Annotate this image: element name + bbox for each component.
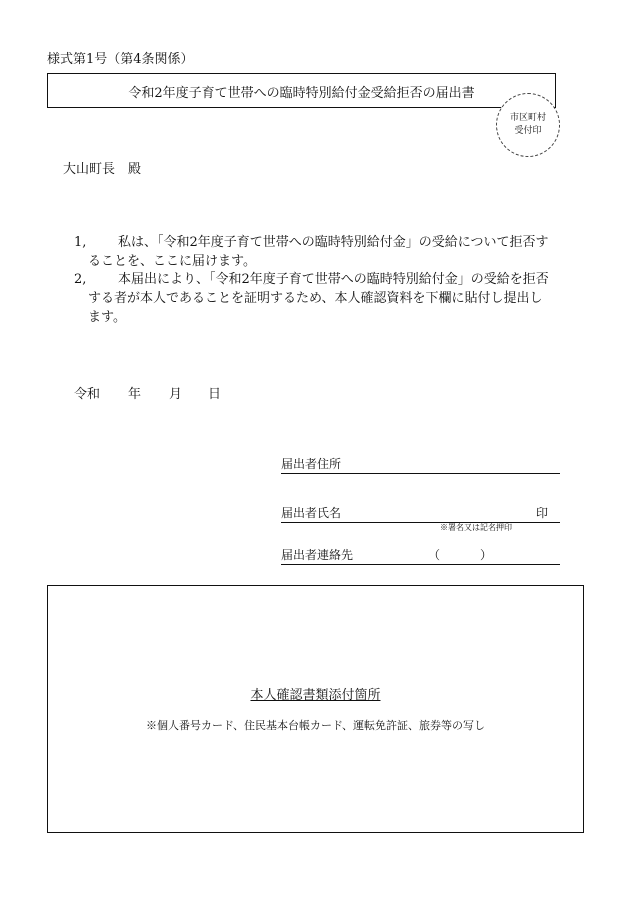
item-text: 私は、「令和2年度子育て世帯への臨時特別給付金」の受給について拒否することを、ここに届けます。 [88,235,549,269]
attachment-note: ※個人番号カード、住民基本台帳カード、運転免許証、旅券等の写し [145,719,486,732]
applicant-name-label: 届出者氏名 [281,506,342,520]
reception-stamp-area [496,93,560,157]
contact-paren-open: （ [428,548,441,562]
stamp-label-municipality: 市区町村 [509,113,546,123]
item-text: 本届出により、「令和2年度子育て世帯への臨時特別給付金」の受給を拒否する者が本人であることを証明するため、本人確認資料を下欄に貼付し提出します。 [88,272,549,325]
seal-mark: 印 [535,506,548,520]
recipient: 大山町長 殿 [63,162,142,177]
applicant-contact-field[interactable] [281,546,560,565]
item-number: 2, [74,272,87,287]
document-title-box [47,73,556,108]
applicant-contact-label: 届出者連絡先 [281,548,354,562]
date-month-field[interactable]: 月 [169,387,183,402]
item-number: 1, [74,235,87,250]
document-title: 令和2年度子育て世帯への臨時特別給付金受給拒否の届出書 [128,86,475,101]
date-year-field[interactable]: 年 [128,387,142,402]
contact-paren-close: ） [480,548,493,562]
applicant-address-label: 届出者住所 [281,457,342,471]
statement-item [74,233,554,271]
attachment-title [48,684,583,703]
applicant-name-field[interactable] [281,504,560,523]
date-era: 令和 [74,387,101,402]
date-day-field[interactable]: 日 [208,387,222,402]
applicant-address-field[interactable] [281,455,560,474]
signature-note: ※署名又は記名押印 [440,523,512,532]
statement-item [74,270,554,327]
form-number: 様式第1号（第4条関係） [47,52,194,67]
id-document-attachment-area[interactable] [47,585,584,833]
attachment-title-text: 本人確認書類添付箇所 [250,688,381,703]
stamp-label-receipt: 受付印 [514,126,542,136]
